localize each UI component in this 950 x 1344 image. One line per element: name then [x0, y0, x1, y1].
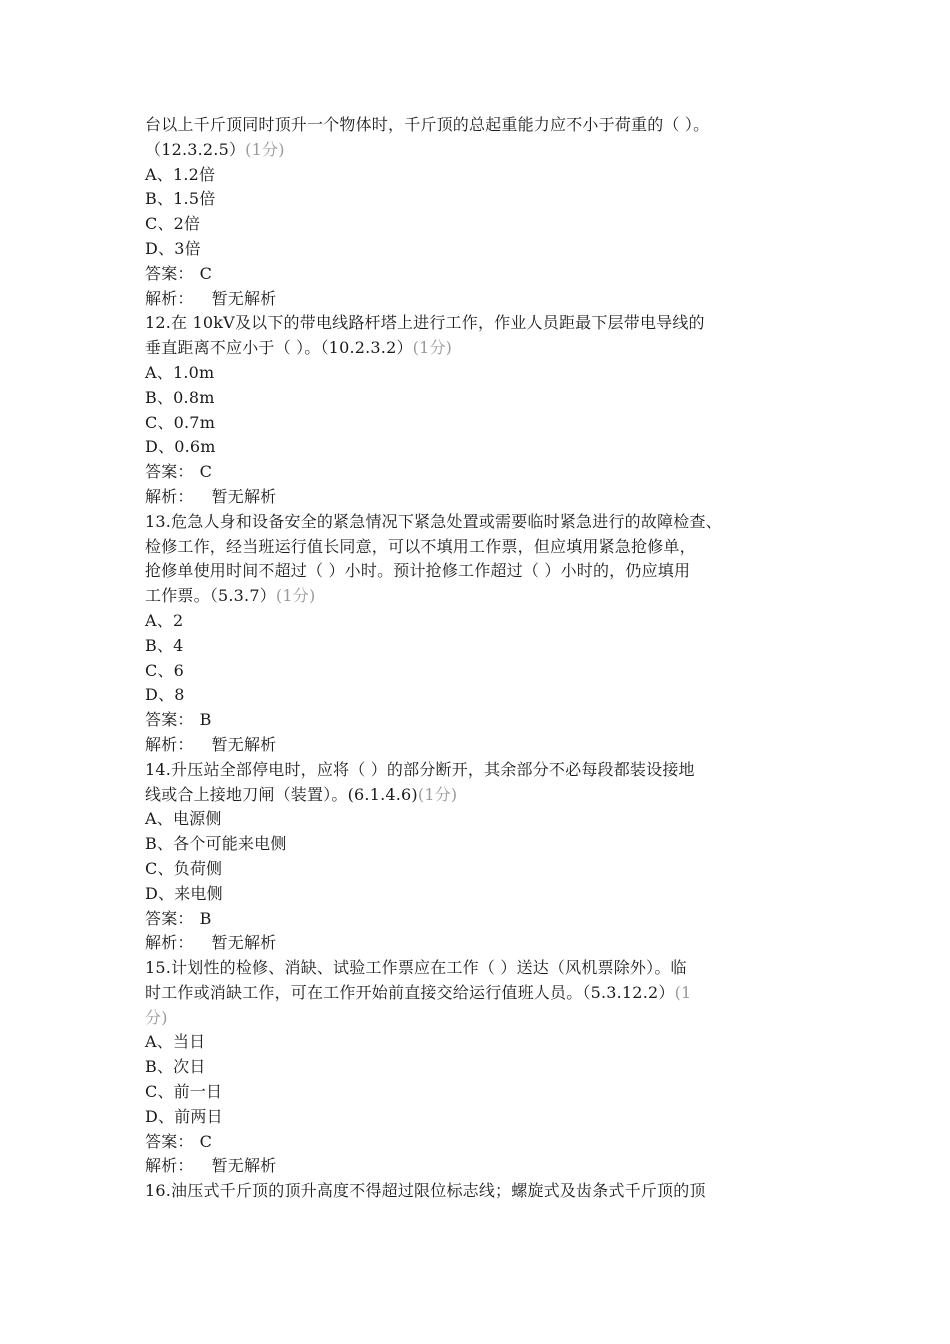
answer-label: 答案： — [145, 710, 194, 730]
question-text-line — [145, 138, 835, 163]
option-item: B、4 — [145, 635, 184, 655]
analysis-line — [145, 1154, 835, 1179]
analysis-value: 暂无解析 — [211, 1156, 277, 1176]
analysis-line — [145, 287, 835, 312]
question-text: 线或合上接地刀闸（装置）。(6.1.4.6) — [145, 784, 418, 804]
question-text-line — [145, 981, 835, 1006]
option-item: B、各个可能来电侧 — [145, 834, 287, 854]
answer-line — [145, 262, 835, 287]
answer-value: C — [199, 1131, 213, 1151]
score-label: (1分) — [417, 784, 458, 804]
question-text: （12.3.2.5） — [145, 139, 246, 159]
answer-value: B — [199, 908, 212, 928]
question-text-line: 15.计划性的检修、消缺、试验工作票应在工作（ ）送达（风机票除外）。临 — [145, 958, 687, 978]
score-label: (1分) — [245, 139, 285, 159]
answer-line — [145, 907, 835, 932]
option-item: B、0.8m — [145, 387, 215, 407]
option-item: D、3倍 — [145, 238, 201, 258]
analysis-line — [145, 485, 835, 510]
question-text-line — [145, 1006, 835, 1031]
option-item: D、来电侧 — [145, 883, 223, 903]
analysis-value: 暂无解析 — [211, 288, 277, 308]
option-item: C、6 — [145, 660, 185, 680]
question-text-line: 13.危急人身和设备安全的紧急情况下紧急处置或需要临时紧急进行的故障检查、 — [145, 511, 722, 531]
question-text: 时工作或消缺工作，可在工作开始前直接交给运行值班人员。（5.3.12.2） — [145, 982, 675, 1002]
option-item: B、次日 — [145, 1057, 206, 1077]
answer-value: C — [199, 462, 213, 482]
option-item: A、当日 — [145, 1032, 206, 1052]
answer-label: 答案： — [145, 908, 194, 928]
answer-value: C — [199, 263, 213, 283]
analysis-line — [145, 733, 835, 758]
question-text: 工作票。（5.3.7） — [145, 586, 276, 606]
question-text-line: 台以上千斤顶同时顶升一个物体时，千斤顶的总起重能力应不小于荷重的（ ）。 — [145, 115, 710, 134]
question-text-line: 14.升压站全部停电时，应将（ ）的部分断开，其余部分不必每段都装设接地 — [145, 759, 695, 779]
answer-line — [145, 460, 835, 485]
analysis-label: 解析： — [145, 288, 194, 308]
question-text-line: 12.在 10kV及以下的带电线路杆塔上进行工作，作业人员距最下层带电导线的 — [145, 313, 705, 333]
answer-label: 答案： — [145, 1131, 194, 1151]
option-item: A、1.0m — [145, 362, 215, 382]
option-item: A、2 — [145, 610, 184, 630]
analysis-value: 暂无解析 — [211, 734, 277, 754]
document-page — [145, 113, 835, 1204]
question-text-line — [145, 336, 835, 361]
answer-label: 答案： — [145, 263, 194, 283]
score-label: (1 — [674, 982, 692, 1002]
analysis-label: 解析： — [145, 486, 194, 506]
analysis-value: 暂无解析 — [211, 933, 277, 953]
answer-line — [145, 708, 835, 733]
option-item: C、0.7m — [145, 412, 216, 432]
option-item: C、前一日 — [145, 1082, 223, 1102]
score-label: 分) — [145, 1007, 168, 1027]
question-text: 垂直距离不应小于（ ）。（10.2.3.2） — [145, 338, 413, 358]
analysis-label: 解析： — [145, 734, 194, 754]
option-item: C、2倍 — [145, 214, 201, 234]
question-text-line: 检修工作，经当班运行值长同意，可以不填用工作票，但应填用紧急抢修单， — [145, 536, 696, 556]
analysis-label: 解析： — [145, 1156, 194, 1176]
question-text-line: 抢修单使用时间不超过（ ）小时。预计抢修工作超过（ ）小时的，仍应填用 — [145, 561, 691, 581]
answer-label: 答案： — [145, 462, 194, 482]
answer-value: B — [199, 710, 212, 730]
question-text-line — [145, 783, 835, 808]
answer-line — [145, 1130, 835, 1155]
option-item: B、1.5倍 — [145, 189, 216, 209]
option-item: A、电源侧 — [145, 809, 222, 829]
analysis-label: 解析： — [145, 933, 194, 953]
question-text-line — [145, 584, 835, 609]
analysis-line — [145, 931, 835, 956]
option-item: D、0.6m — [145, 437, 216, 457]
option-item: C、负荷侧 — [145, 858, 223, 878]
option-item: D、8 — [145, 685, 185, 705]
option-item: A、1.2倍 — [145, 164, 216, 184]
question-text-line: 16.油压式千斤顶的顶升高度不得超过限位标志线；螺旋式及齿条式千斤顶的顶 — [145, 1181, 706, 1201]
score-label: (1分) — [412, 338, 453, 358]
score-label: (1分) — [275, 586, 316, 606]
option-item: D、前两日 — [145, 1106, 223, 1126]
analysis-value: 暂无解析 — [211, 486, 277, 506]
